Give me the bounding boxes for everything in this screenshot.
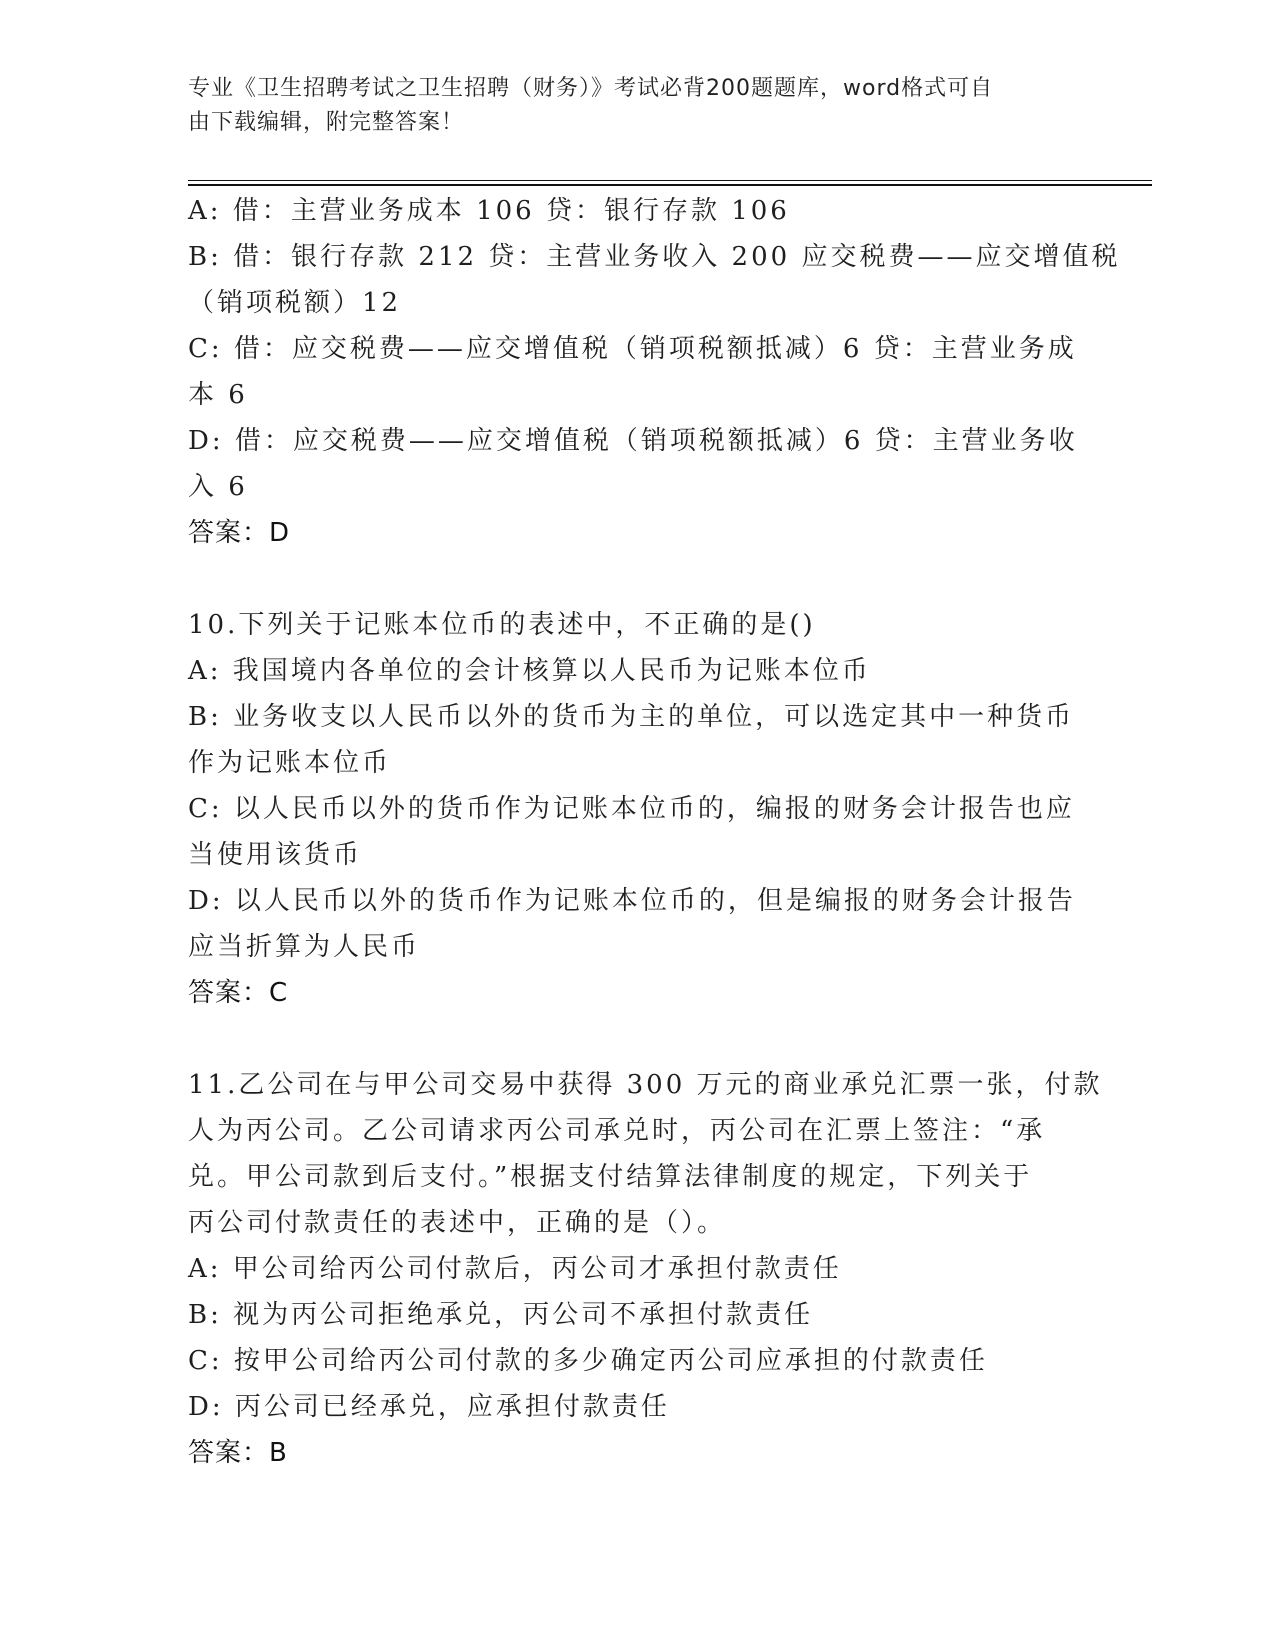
option-d: D: 借：应交税费——应交增值税（销项税额抵减）6 贷：主营业务收 — [188, 426, 1078, 456]
option-a: A: 我国境内各单位的会计核算以人民币为记账本位币 — [188, 656, 871, 686]
header-divider-thick — [188, 184, 1152, 186]
question-list — [188, 188, 1121, 1476]
answer-label: 答案：C — [188, 978, 289, 1008]
document-header — [188, 72, 1088, 140]
header-divider-thin — [188, 180, 1152, 181]
spacer — [188, 1016, 1088, 1062]
answer-label: 答案：B — [188, 1438, 288, 1468]
option-a: A: 借：主营业务成本 106 贷：银行存款 106 — [188, 196, 790, 226]
header-line-2: 由下载编辑，附完整答案！ — [188, 110, 465, 135]
option-b-cont: 作为记账本位币 — [188, 748, 392, 778]
option-c-cont: 本 6 — [188, 380, 248, 410]
option-b-cont: （销项税额）12 — [188, 288, 402, 318]
option-d-cont: 入 6 — [188, 472, 248, 502]
option-a: A: 甲公司给丙公司付款后，丙公司才承担付款责任 — [188, 1254, 842, 1284]
option-c: C: 借：应交税费——应交增值税（销项税额抵减）6 贷：主营业务成 — [188, 334, 1077, 364]
question-10 — [188, 602, 1088, 1016]
question-stem: 10.下列关于记账本位币的表述中，不正确的是() — [188, 610, 816, 640]
option-d: D: 丙公司已经承兑，应承担付款责任 — [188, 1392, 670, 1422]
option-d-cont: 应当折算为人民币 — [188, 932, 421, 962]
spacer — [188, 556, 1088, 602]
question-9 — [188, 188, 1121, 556]
option-c: C: 按甲公司给丙公司付款的多少确定丙公司应承担的付款责任 — [188, 1346, 988, 1376]
option-c-cont: 当使用该货币 — [188, 840, 363, 870]
option-d: D: 以人民币以外的货币作为记账本位币的，但是编报的财务会计报告 — [188, 886, 1076, 916]
header-line-1: 专业《卫生招聘考试之卫生招聘（财务）》考试必背200题题库，word格式可自 — [188, 76, 994, 101]
option-c: C: 以人民币以外的货币作为记账本位币的，编报的财务会计报告也应 — [188, 794, 1075, 824]
question-stem-cont: 丙公司付款责任的表述中，正确的是（）。 — [188, 1208, 727, 1238]
question-stem-cont: 兑。甲公司款到后支付。”根据支付结算法律制度的规定，下列关于 — [188, 1162, 1033, 1192]
option-b: B: 业务收支以人民币以外的货币为主的单位，可以选定其中一种货币 — [188, 702, 1075, 732]
option-b: B: 借：银行存款 212 贷：主营业务收入 200 应交税费——应交增值税 — [188, 242, 1121, 272]
answer-label: 答案：D — [188, 518, 291, 548]
question-stem-cont: 人为丙公司。乙公司请求丙公司承兑时，丙公司在汇票上签注：“承 — [188, 1116, 1046, 1146]
option-b: B: 视为丙公司拒绝承兑，丙公司不承担付款责任 — [188, 1300, 814, 1330]
question-stem: 11.乙公司在与甲公司交易中获得 300 万元的商业承兑汇票一张，付款 — [188, 1070, 1103, 1100]
question-11 — [188, 1062, 1103, 1476]
